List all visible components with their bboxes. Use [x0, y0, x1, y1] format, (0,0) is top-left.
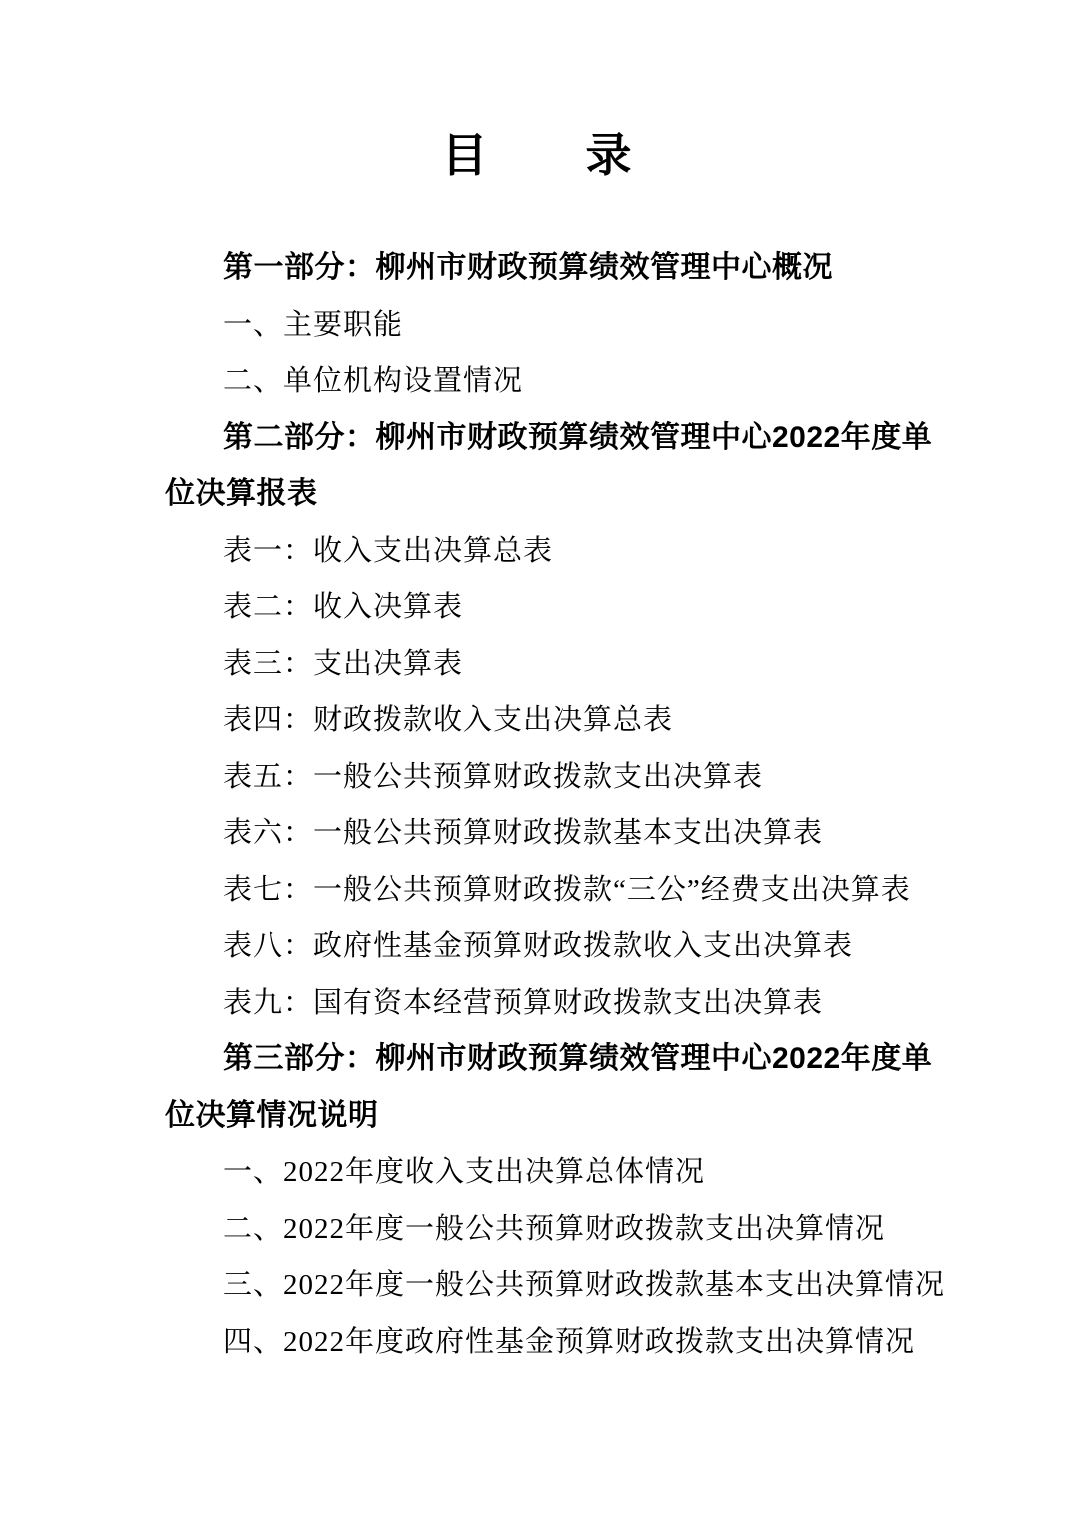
- toc-entry: 二、2022年度一般公共预算财政拨款支出决算情况: [223, 1212, 886, 1245]
- toc-entry: 表七：一般公共预算财政拨款“三公”经费支出决算表: [223, 873, 911, 906]
- toc-section-heading: 第一部分：柳州市财政预算绩效管理中心概况: [223, 251, 833, 284]
- toc-section-heading: 第三部分：柳州市财政预算绩效管理中心2022年度单位决算情况说明: [165, 1042, 933, 1132]
- toc-entry: 表四：财政拨款收入支出决算总表: [223, 704, 674, 736]
- toc-entry: 表一：收入支出决算总表: [223, 534, 554, 567]
- toc-entry: 一、2022年度收入支出决算总体情况: [223, 1156, 706, 1188]
- toc-entry: 二、单位机构设置情况: [223, 365, 524, 397]
- toc-entry: 表二：收入决算表: [223, 591, 464, 623]
- toc-entry: 三、2022年度一般公共预算财政拨款基本支出决算情况: [223, 1269, 946, 1301]
- toc-entry: 四、2022年度政府性基金预算财政拨款支出决算情况: [223, 1325, 916, 1358]
- toc-entry: 表六：一般公共预算财政拨款基本支出决算表: [223, 817, 824, 849]
- toc-entry: 表八：政府性基金预算财政拨款收入支出决算表: [223, 930, 854, 962]
- table-of-contents: [0, 240, 1075, 1370]
- page-title: 目 录: [441, 129, 634, 181]
- toc-entry: 一、主要职能: [223, 308, 404, 341]
- toc-entry: 表五：一般公共预算财政拨款支出决算表: [223, 760, 764, 793]
- toc-section-heading: 第二部分：柳州市财政预算绩效管理中心2022年度单位决算报表: [165, 420, 933, 510]
- toc-entry: 表九：国有资本经营预算财政拨款支出决算表: [223, 986, 824, 1019]
- toc-entry: 表三：支出决算表: [223, 647, 464, 680]
